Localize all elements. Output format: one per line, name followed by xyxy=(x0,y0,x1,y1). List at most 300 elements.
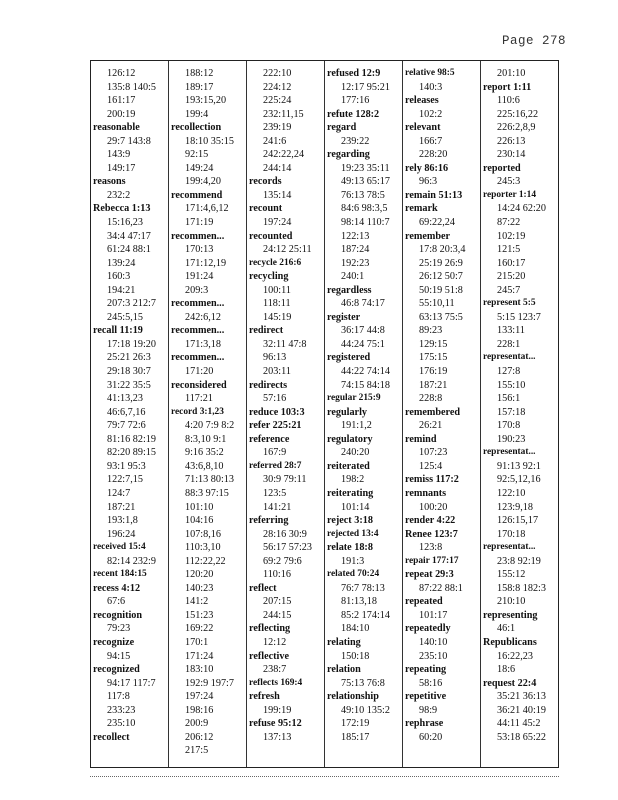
page-line-reference: 217:5 xyxy=(185,745,209,757)
page-line-reference: 110:6 xyxy=(497,95,520,107)
page-line-reference: 34:4 47:17 xyxy=(107,230,151,242)
page-line-reference: 18:6 xyxy=(497,664,516,676)
page-line-reference: 172:19 xyxy=(341,718,370,730)
page-line-reference: 123:5 xyxy=(263,487,287,499)
page-line-reference: 18:10 35:15 xyxy=(185,135,234,147)
index-term: recognition xyxy=(93,609,143,621)
index-term: regularly xyxy=(327,406,367,418)
page-line-reference: 235:10 xyxy=(107,718,136,730)
index-term: reconsidered xyxy=(171,379,227,391)
page-line-reference: 49:13 65:17 xyxy=(341,176,390,188)
page-line-reference: 17:8 20:3,4 xyxy=(419,244,466,256)
page-line-reference: 100:20 xyxy=(419,501,448,513)
word-index-table xyxy=(90,60,559,768)
page-line-reference: 15:16,23 xyxy=(107,217,143,229)
page-line-reference: 101:14 xyxy=(341,501,370,513)
page-line-reference: 19:23 35:11 xyxy=(341,162,390,174)
index-term: reduce 103:3 xyxy=(249,406,305,418)
page-line-reference: 198:16 xyxy=(185,704,214,716)
page-line-reference: 28:16 30:9 xyxy=(263,528,307,540)
page-line-reference: 87:22 88:1 xyxy=(419,582,463,594)
page-line-reference: 25:21 26:3 xyxy=(107,352,151,364)
page-line-reference: 207:15 xyxy=(263,596,292,608)
page-line-reference: 201:10 xyxy=(497,68,526,79)
page-line-reference: 171:12,19 xyxy=(185,257,227,269)
page-line-reference: 141:21 xyxy=(263,501,292,513)
page-line-reference: 118:11 xyxy=(263,298,291,310)
index-term: relevant xyxy=(405,122,441,134)
index-term: recycling xyxy=(249,271,289,283)
page-line-reference: 63:13 75:5 xyxy=(419,311,463,323)
index-term: recycle 216:6 xyxy=(249,257,302,268)
index-term: reflecting xyxy=(249,623,291,635)
index-term: repair 177:17 xyxy=(405,555,459,566)
index-term: recommend xyxy=(171,189,223,201)
index-term: remiss 117:2 xyxy=(405,474,459,486)
page-line-reference: 100:11 xyxy=(263,284,291,296)
page-line-reference: 197:24 xyxy=(263,217,292,229)
page-line-reference: 30:9 79:11 xyxy=(263,474,307,486)
page-line-reference: 245:7 xyxy=(497,284,521,296)
page-line-reference: 123:8 xyxy=(419,542,443,554)
index-term: relating xyxy=(327,636,361,648)
page-line-reference: 98:9 xyxy=(419,704,438,716)
page-line-reference: 31:22 35:5 xyxy=(107,379,151,391)
page-line-reference: 84:6 98:3,5 xyxy=(341,203,388,215)
index-term: recounted xyxy=(249,230,293,242)
page-line-reference: 171:3,18 xyxy=(185,338,221,350)
page-line-reference: 71:13 80:13 xyxy=(185,474,234,486)
index-term: reflect xyxy=(249,582,277,594)
page-line-reference: 224:12 xyxy=(263,81,292,93)
page-line-reference: 183:10 xyxy=(185,664,214,676)
page-line-reference: 107:23 xyxy=(419,447,448,459)
page-line-reference: 170:8 xyxy=(497,420,521,432)
page-line-reference: 120:20 xyxy=(185,569,214,581)
page-line-reference: 94:17 117:7 xyxy=(107,677,156,689)
page-line-reference: 102:19 xyxy=(497,230,526,242)
page-line-reference: 145:19 xyxy=(263,311,292,323)
page-line-reference: 127:8 xyxy=(497,366,521,378)
index-term: recognize xyxy=(93,636,135,648)
index-term: render 4:22 xyxy=(405,515,456,527)
page-line-reference: 198:2 xyxy=(341,474,365,486)
page-line-reference: 206:12 xyxy=(185,731,214,743)
index-term: recall 11:19 xyxy=(93,325,143,337)
index-term: report 1:11 xyxy=(483,81,532,93)
page-line-reference: 194:21 xyxy=(107,284,136,296)
page-number: Page 278 xyxy=(501,34,566,48)
index-term: reference xyxy=(249,433,290,445)
page-line-reference: 102:2 xyxy=(419,108,443,120)
page-line-reference: 81:16 82:19 xyxy=(107,433,156,445)
index-term: received 15:4 xyxy=(93,542,146,553)
page-line-reference: 4:20 7:9 8:2 xyxy=(185,420,235,432)
index-term: remark xyxy=(405,203,438,215)
index-term: remembered xyxy=(405,406,461,418)
page-line-reference: 139:24 xyxy=(107,257,136,269)
page-line-reference: 133:11 xyxy=(497,325,525,337)
page-line-reference: 226:2,8,9 xyxy=(497,122,536,134)
page-line-reference: 228:1 xyxy=(497,338,521,350)
index-term: refute 128:2 xyxy=(327,108,380,120)
page-line-reference: 12:12 xyxy=(263,636,287,648)
page-line-reference: 222:10 xyxy=(263,68,292,79)
page-line-reference: 225:24 xyxy=(263,95,292,107)
page-line-reference: 191:1,2 xyxy=(341,420,372,432)
page-line-reference: 149:24 xyxy=(185,162,214,174)
index-term: releases xyxy=(405,95,439,107)
index-term: recount xyxy=(249,203,283,215)
page-line-reference: 123:9,18 xyxy=(497,501,533,513)
page-line-reference: 140:23 xyxy=(185,582,214,594)
index-term: rephrase xyxy=(405,718,444,730)
page-line-reference: 93:1 95:3 xyxy=(107,460,146,472)
page-line-reference: 24:12 25:11 xyxy=(263,244,312,256)
page-line-reference: 35:21 36:13 xyxy=(497,691,546,703)
page-line-reference: 170:18 xyxy=(497,528,526,540)
page-line-reference: 155:12 xyxy=(497,569,526,581)
page-line-reference: 140:10 xyxy=(419,636,448,648)
page-line-reference: 121:5 xyxy=(497,244,521,256)
page-line-reference: 74:15 84:18 xyxy=(341,379,390,391)
index-term: representing xyxy=(483,609,538,621)
page-line-reference: 79:23 xyxy=(107,623,131,635)
page-line-reference: 88:3 97:15 xyxy=(185,487,229,499)
page-line-reference: 124:7 xyxy=(107,487,131,499)
index-term: remain 51:13 xyxy=(405,189,463,201)
page-line-reference: 232:11,15 xyxy=(263,108,304,120)
page-line-reference: 101:17 xyxy=(419,609,448,621)
index-term: referring xyxy=(249,515,289,527)
page-line-reference: 46:6,7,16 xyxy=(107,406,146,418)
index-term: Renee 123:7 xyxy=(405,528,458,540)
page-line-reference: 125:4 xyxy=(419,460,443,472)
index-term: recollect xyxy=(93,731,130,743)
page-line-reference: 156:1 xyxy=(497,393,521,405)
page-line-reference: 155:10 xyxy=(497,379,526,391)
page-line-reference: 239:19 xyxy=(263,122,292,134)
page-line-reference: 23:8 92:19 xyxy=(497,555,541,567)
page-line-reference: 129:15 xyxy=(419,338,448,350)
page-line-reference: 240:1 xyxy=(341,271,365,283)
page-line-reference: 235:10 xyxy=(419,650,448,662)
page-line-reference: 26:21 xyxy=(419,420,443,432)
index-term: recommen... xyxy=(171,298,225,310)
page-line-reference: 197:24 xyxy=(185,691,214,703)
index-term: regarding xyxy=(327,149,370,161)
page-line-reference: 167:9 xyxy=(263,447,287,459)
index-term: rejected 13:4 xyxy=(327,528,379,539)
page-line-reference: 193:1,8 xyxy=(107,515,138,527)
page-line-reference: 91:13 92:1 xyxy=(497,460,541,472)
page-line-reference: 210:10 xyxy=(497,596,526,608)
page-line-reference: 187:21 xyxy=(419,379,448,391)
page-line-reference: 207:3 212:7 xyxy=(107,298,156,310)
page-line-reference: 137:13 xyxy=(263,731,292,743)
page-line-reference: 158:8 182:3 xyxy=(497,582,546,594)
page-line-reference: 169:22 xyxy=(185,623,214,635)
index-column-2 xyxy=(169,61,247,767)
page-line-reference: 122:13 xyxy=(341,230,370,242)
page-line-reference: 26:12 50:7 xyxy=(419,271,463,283)
index-term: repeating xyxy=(405,664,447,676)
index-term: regulatory xyxy=(327,433,373,445)
page-line-reference: 96:13 xyxy=(263,352,287,364)
index-term: referred 28:7 xyxy=(249,460,302,471)
page-line-reference: 199:19 xyxy=(263,704,292,716)
index-term: refresh xyxy=(249,691,280,703)
page-line-reference: 200:9 xyxy=(185,718,209,730)
page-line-reference: 192:9 197:7 xyxy=(185,677,234,689)
page-line-reference: 166:7 xyxy=(419,135,443,147)
page-line-reference: 232:2 xyxy=(107,189,131,201)
page-line-reference: 44:22 74:14 xyxy=(341,366,390,378)
page-line-reference: 107:8,16 xyxy=(185,528,221,540)
index-term: refused 12:9 xyxy=(327,68,381,79)
page-line-reference: 44:11 45:2 xyxy=(497,718,541,730)
page-line-reference: 82:14 232:9 xyxy=(107,555,156,567)
index-term: relative 98:5 xyxy=(405,68,455,78)
index-term: represent 5:5 xyxy=(483,298,536,309)
page-line-reference: 160:17 xyxy=(497,257,526,269)
page-line-reference: 150:18 xyxy=(341,650,370,662)
page-line-reference: 117:21 xyxy=(185,393,213,405)
index-term: registered xyxy=(327,352,371,364)
index-term: rely 86:16 xyxy=(405,162,449,174)
page-line-reference: 238:7 xyxy=(263,664,287,676)
page-line-reference: 171:24 xyxy=(185,650,214,662)
index-term: recess 4:12 xyxy=(93,582,141,594)
bottom-rule xyxy=(90,776,559,777)
page-line-reference: 44:24 75:1 xyxy=(341,338,385,350)
page-line-reference: 171:4,6,12 xyxy=(185,203,229,215)
page-line-reference: 140:3 xyxy=(419,81,443,93)
page-line-reference: 191:3 xyxy=(341,555,365,567)
page-line-reference: 76:13 78:5 xyxy=(341,189,385,201)
index-term: remind xyxy=(405,433,437,445)
index-term: representat... xyxy=(483,352,536,363)
index-term: reflective xyxy=(249,650,289,662)
index-term: recommen... xyxy=(171,230,225,242)
page-line-reference: 245:5,15 xyxy=(107,311,143,323)
page-line-reference: 143:9 xyxy=(107,149,131,161)
page-line-reference: 242:6,12 xyxy=(185,311,221,323)
page-line-reference: 199:4 xyxy=(185,108,209,120)
page-line-reference: 110:3,10 xyxy=(185,542,221,554)
index-term: Rebecca 1:13 xyxy=(93,203,151,215)
page-line-reference: 244:14 xyxy=(263,162,292,174)
page-line-reference: 189:17 xyxy=(185,81,214,93)
page-line-reference: 92:15 xyxy=(185,149,209,161)
page-line-reference: 135:8 140:5 xyxy=(107,81,156,93)
index-term: recommen... xyxy=(171,325,225,337)
index-term: repeat 29:3 xyxy=(405,569,454,581)
index-term: Republicans xyxy=(483,636,537,648)
page-line-reference: 58:16 xyxy=(419,677,443,689)
index-column-1 xyxy=(91,61,169,767)
page-line-reference: 76:7 78:13 xyxy=(341,582,385,594)
page-line-reference: 67:6 xyxy=(107,596,126,608)
page-line-reference: 36:17 44:8 xyxy=(341,325,385,337)
page-line-reference: 89:23 xyxy=(419,325,443,337)
page-line-reference: 192:23 xyxy=(341,257,370,269)
index-term: reasonable xyxy=(93,122,140,134)
index-term: reiterating xyxy=(327,487,374,499)
page-line-reference: 94:15 xyxy=(107,650,131,662)
index-term: records xyxy=(249,176,282,188)
page-line-reference: 190:23 xyxy=(497,433,526,445)
page-line-reference: 112:22,22 xyxy=(185,555,226,567)
page-line-reference: 228:8 xyxy=(419,393,443,405)
page-line-reference: 228:20 xyxy=(419,149,448,161)
page-line-reference: 171:19 xyxy=(185,217,214,229)
page-line-reference: 50:19 51:8 xyxy=(419,284,463,296)
page-line-reference: 239:22 xyxy=(341,135,370,147)
page-line-reference: 188:12 xyxy=(185,68,214,79)
page-line-reference: 191:24 xyxy=(185,271,214,283)
page-line-reference: 141:2 xyxy=(185,596,209,608)
index-column-6 xyxy=(481,61,558,767)
page-line-reference: 101:10 xyxy=(185,501,214,513)
index-term: reporter 1:14 xyxy=(483,189,537,200)
page-line-reference: 12:17 95:21 xyxy=(341,81,390,93)
page-line-reference: 185:17 xyxy=(341,731,370,743)
page-line-reference: 209:3 xyxy=(185,284,209,296)
index-term: recognized xyxy=(93,664,140,676)
page-line-reference: 242:22,24 xyxy=(263,149,305,161)
page-line-reference: 193:15,20 xyxy=(185,95,227,107)
index-term: refer 225:21 xyxy=(249,420,302,432)
page-line-reference: 16:22,23 xyxy=(497,650,533,662)
page-line-reference: 98:14 110:7 xyxy=(341,217,390,229)
page-line-reference: 96:3 xyxy=(419,176,438,188)
index-column-3 xyxy=(247,61,325,767)
page-line-reference: 176:19 xyxy=(419,366,448,378)
page-line-reference: 25:19 26:9 xyxy=(419,257,463,269)
page-line-reference: 203:11 xyxy=(263,366,291,378)
page-line-reference: 226:13 xyxy=(497,135,526,147)
page-line-reference: 8:3,10 9:1 xyxy=(185,433,227,445)
page-line-reference: 157:18 xyxy=(497,406,526,418)
page-line-reference: 87:22 xyxy=(497,217,521,229)
index-term: repeated xyxy=(405,596,443,608)
page-line-reference: 104:16 xyxy=(185,515,214,527)
page-line-reference: 36:21 40:19 xyxy=(497,704,546,716)
page-line-reference: 244:15 xyxy=(263,609,292,621)
page-line-reference: 41:13,23 xyxy=(107,393,143,405)
page-line-reference: 184:10 xyxy=(341,623,370,635)
page-line-reference: 240:20 xyxy=(341,447,370,459)
page-line-reference: 170:1 xyxy=(185,636,209,648)
page-line-reference: 199:4,20 xyxy=(185,176,221,188)
index-term: regard xyxy=(327,122,357,134)
index-term: relate 18:8 xyxy=(327,542,373,554)
page-line-reference: 196:24 xyxy=(107,528,136,540)
page-line-reference: 200:19 xyxy=(107,108,136,120)
index-term: remember xyxy=(405,230,451,242)
index-term: recent 184:15 xyxy=(93,569,147,580)
index-term: reiterated xyxy=(327,460,370,472)
page-line-reference: 61:24 88:1 xyxy=(107,244,151,256)
page-line-reference: 43:6,8,10 xyxy=(185,460,224,472)
page-line-reference: 9:16 35:2 xyxy=(185,447,224,459)
index-term: regular 215:9 xyxy=(327,393,381,404)
page-line-reference: 151:23 xyxy=(185,609,214,621)
page-line-reference: 187:24 xyxy=(341,244,370,256)
page-line-reference: 110:16 xyxy=(263,569,291,581)
page-line-reference: 175:15 xyxy=(419,352,448,364)
index-term: regardless xyxy=(327,284,372,296)
page-line-reference: 29:18 30:7 xyxy=(107,366,151,378)
page-line-reference: 225:16,22 xyxy=(497,108,539,120)
page-line-reference: 171:20 xyxy=(185,366,214,378)
page-line-reference: 233:23 xyxy=(107,704,136,716)
index-term: related 70:24 xyxy=(327,569,380,580)
index-term: recommen... xyxy=(171,352,225,364)
page-line-reference: 53:18 65:22 xyxy=(497,731,546,743)
page-line-reference: 57:16 xyxy=(263,393,287,405)
page-line-reference: 230:14 xyxy=(497,149,526,161)
index-term: recollection xyxy=(171,122,222,134)
page-line-reference: 81:13,18 xyxy=(341,596,377,608)
index-column-4 xyxy=(325,61,403,767)
index-term: refuse 95:12 xyxy=(249,718,302,730)
page-line-reference: 17:18 19:20 xyxy=(107,338,156,350)
page-line-reference: 245:3 xyxy=(497,176,521,188)
index-term: request 22:4 xyxy=(483,677,537,689)
index-term: register xyxy=(327,311,361,323)
page-line-reference: 122:10 xyxy=(497,487,526,499)
page-line-reference: 177:16 xyxy=(341,95,370,107)
page-line-reference: 92:5,12,16 xyxy=(497,474,541,486)
index-term: repetitive xyxy=(405,691,447,703)
page-line-reference: 55:10,11 xyxy=(419,298,455,310)
page-line-reference: 49:10 135:2 xyxy=(341,704,390,716)
index-term: representat... xyxy=(483,542,536,553)
page-line-reference: 75:13 76:8 xyxy=(341,677,385,689)
index-term: record 3:1,23 xyxy=(171,406,224,417)
page-line-reference: 126:15,17 xyxy=(497,515,539,527)
index-term: relationship xyxy=(327,691,379,703)
page-line-reference: 69:22,24 xyxy=(419,217,455,229)
index-term: representat... xyxy=(483,447,536,458)
index-term: redirect xyxy=(249,325,284,337)
index-term: reasons xyxy=(93,176,126,188)
page-line-reference: 126:12 xyxy=(107,68,136,79)
page-line-reference: 46:1 xyxy=(497,623,516,635)
page-line-reference: 170:13 xyxy=(185,244,214,256)
page-line-reference: 60:20 xyxy=(419,731,443,743)
page-line-reference: 149:17 xyxy=(107,162,136,174)
page-line-reference: 29:7 143:8 xyxy=(107,135,151,147)
page-line-reference: 117:8 xyxy=(107,691,130,703)
index-column-5 xyxy=(403,61,481,767)
index-term: reject 3:18 xyxy=(327,515,373,527)
page-line-reference: 46:8 74:17 xyxy=(341,298,385,310)
page-line-reference: 79:7 72:6 xyxy=(107,420,146,432)
page-line-reference: 14:24 62:20 xyxy=(497,203,546,215)
page-line-reference: 241:6 xyxy=(263,135,287,147)
page-line-reference: 85:2 174:14 xyxy=(341,609,390,621)
index-term: redirects xyxy=(249,379,288,391)
page-line-reference: 215:20 xyxy=(497,271,526,283)
page-line-reference: 187:21 xyxy=(107,501,136,513)
page-line-reference: 122:7,15 xyxy=(107,474,143,486)
index-term: reported xyxy=(483,162,521,174)
page-line-reference: 32:11 47:8 xyxy=(263,338,307,350)
page-line-reference: 135:14 xyxy=(263,189,292,201)
